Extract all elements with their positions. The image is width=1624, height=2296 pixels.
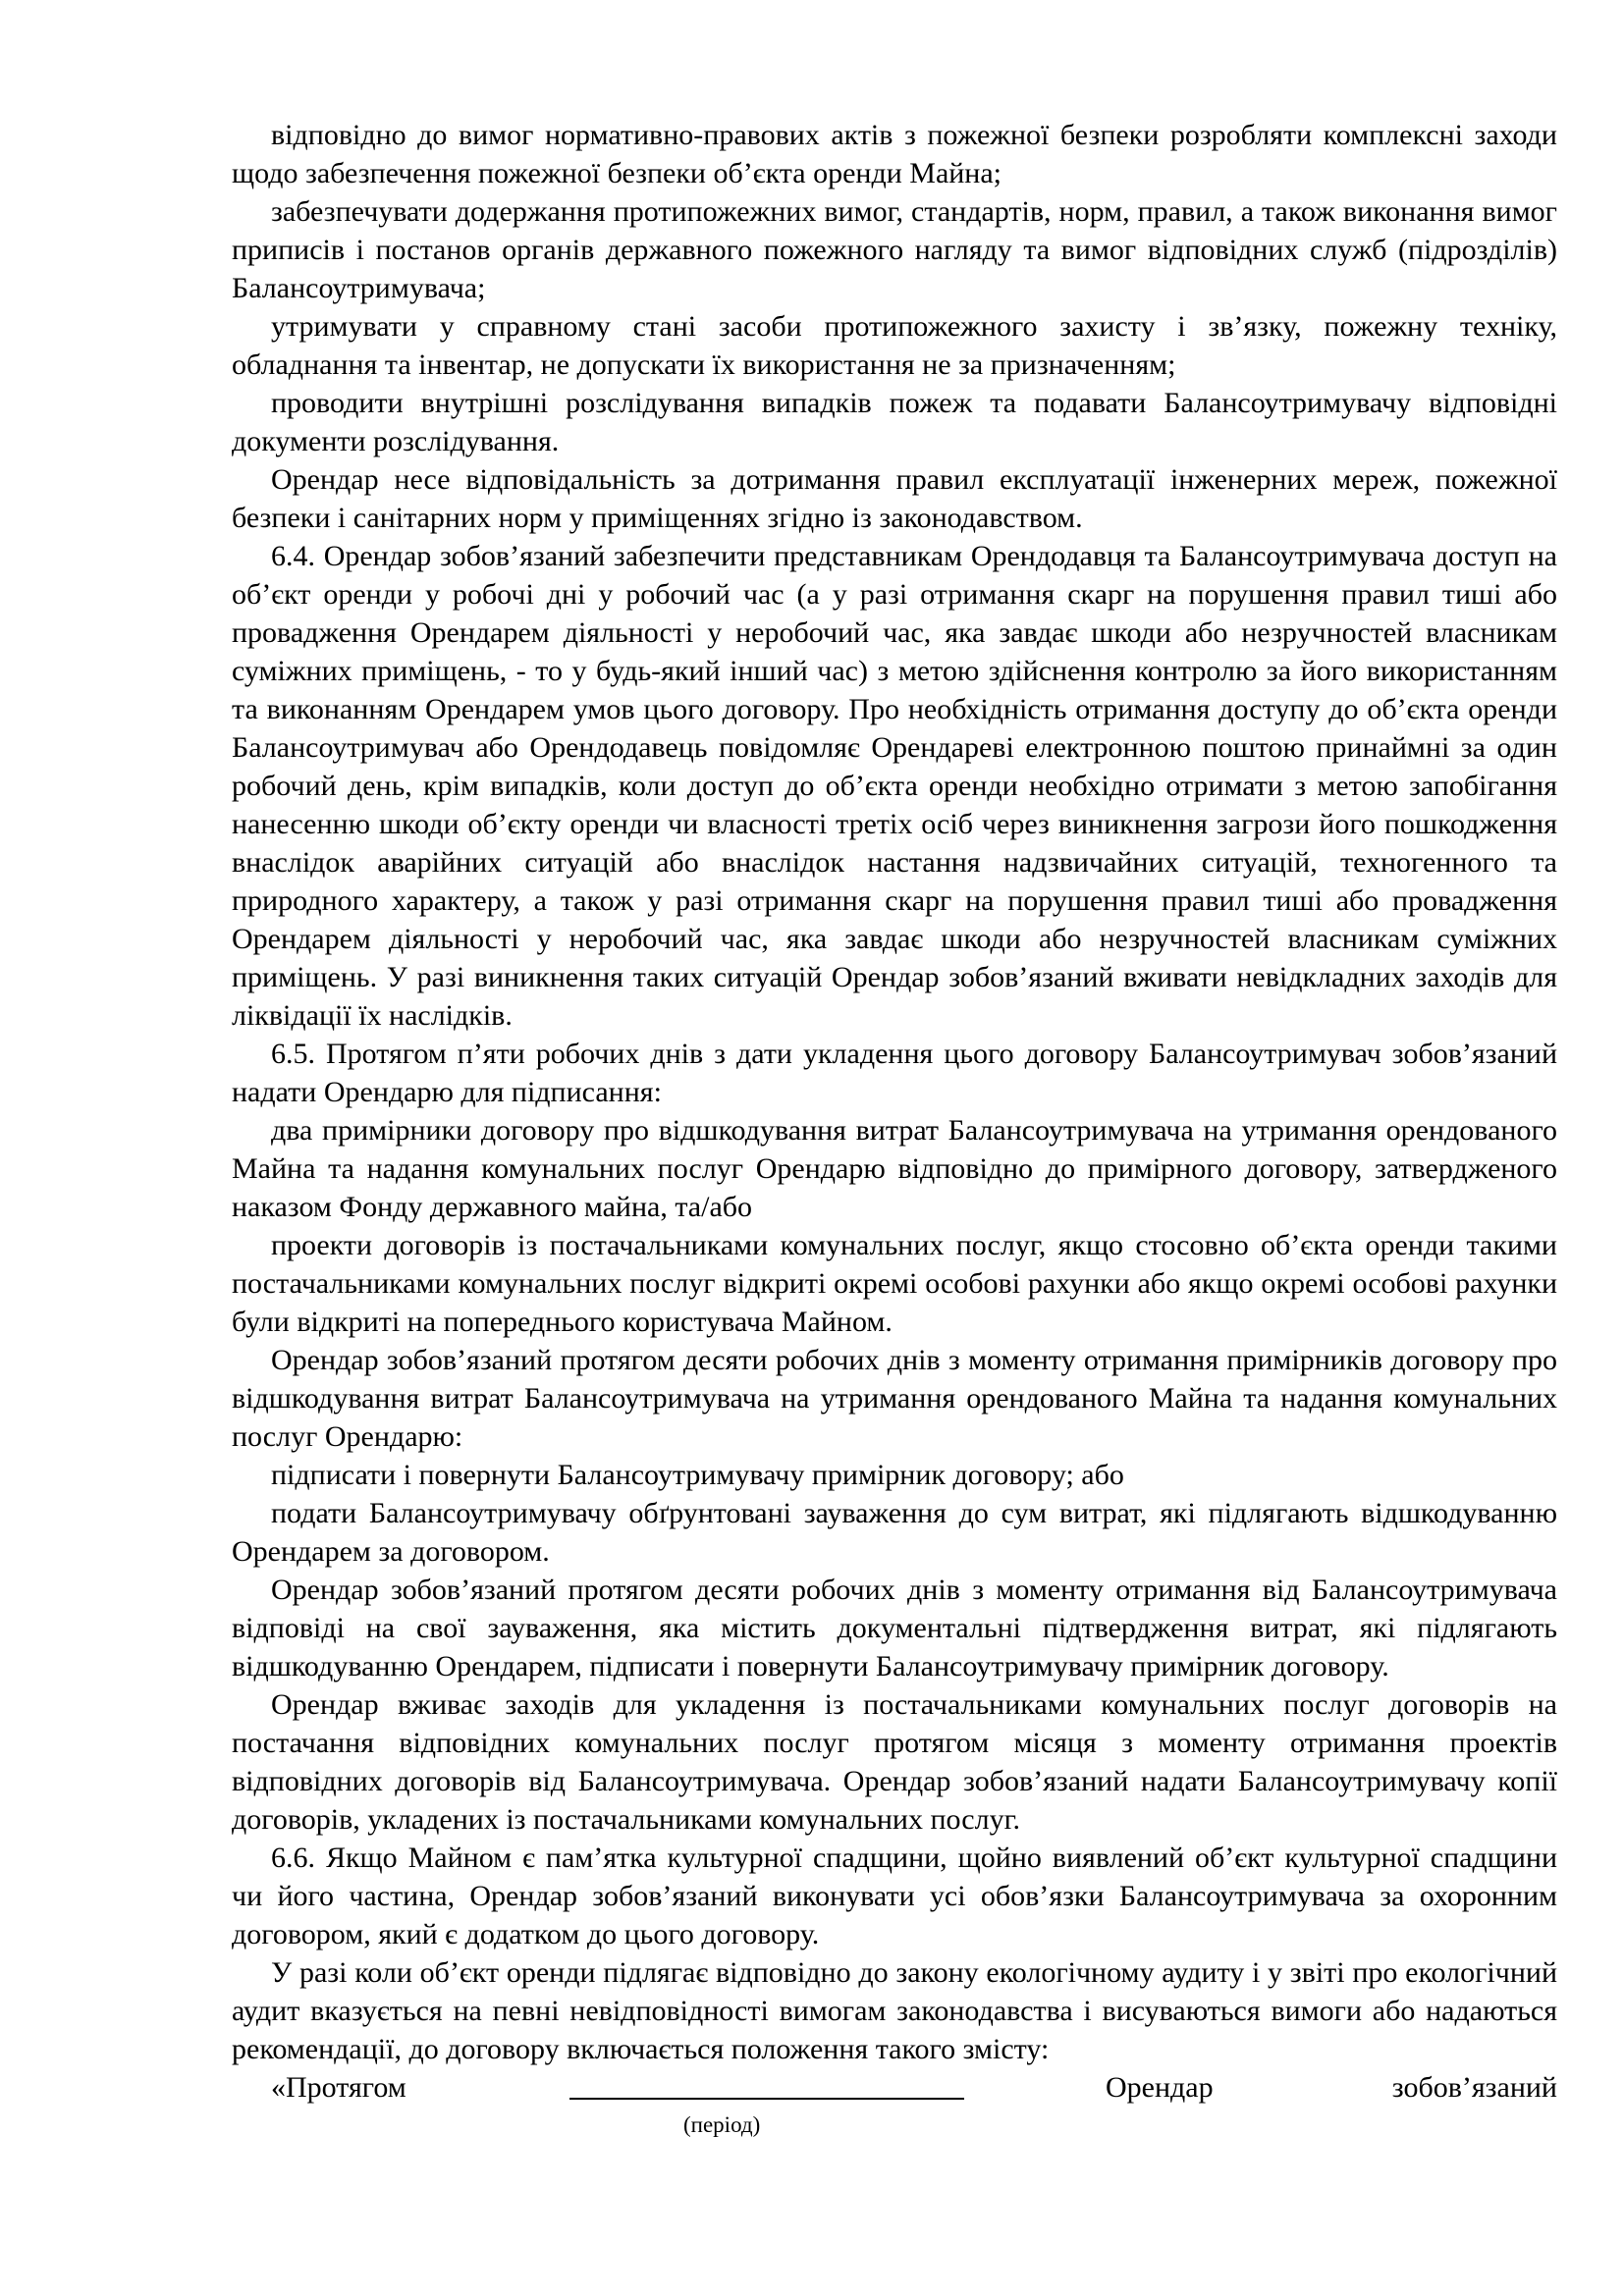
document-page (232, 116, 1557, 2137)
paragraph: 6.4. Орендар зобов’язаний забезпечити представникам Орендодавця та Балансоутримувача доступ на об’єкт оренди у робочі дні у робочий час (а у разі отримання скарг на порушення правил тиші або провадження Орендарем діяльності у неробочий час, яка завдає шкоди або незручностей власникам суміжних приміщень, - то у будь-який інший час) з метою здійснення контролю за його використанням та виконанням Орендарем умов цього договору. Про необхідність отримання доступу до об’єкта оренди Балансоутримувач або Орендодавець повідомляє Орендареві електронною поштою принаймні за один робочий день, крім випадків, коли доступ до об’єкта оренди необхідно отримати з метою запобігання нанесенню шкоди об’єкту оренди чи власності третіх осіб через виникнення загрози його пошкодження внаслідок аварійних ситуацій або внаслідок настання надзвичайних ситуацій, техногенного та природного характеру, а також у разі отримання скарг на порушення правил тиші або провадження Орендарем діяльності у неробочий час, яка завдає шкоди або незручностей власникам суміжних приміщень. У разі виникнення таких ситуацій Орендар зобов’язаний вживати невідкладних заходів для ліквідації їх наслідків. (232, 540, 1557, 1032)
paragraph: Орендар зобов’язаний протягом десяти робочих днів з моменту отримання примірників договору про відшкодування витрат Балансоутримувача на утримання орендованого Майна та надання комунальних послуг Орендарю: (232, 1344, 1557, 1453)
final-word-obliged: зобов’язаний (1391, 2071, 1557, 2104)
final-word-within: «Протягом (271, 2071, 406, 2104)
paragraph: Орендар несе відповідальність за дотримання правил експлуатації інженерних мереж, пожежної безпеки і санітарних норм у приміщеннях згідно із законодавством. (232, 463, 1557, 534)
paragraph: У разі коли об’єкт оренди підлягає відповідно до закону екологічному аудиту і у звіті про екологічний аудит вказується на певні невідповідності вимогам законодавства і висуваються вимоги або надаються рекомендації, до договору включається положення такого змісту: (232, 1956, 1557, 2065)
paragraph: підписати і повернути Балансоутримувачу примірник договору; або (271, 1459, 1124, 1491)
paragraph: 6.6. Якщо Майном є пам’ятка культурної спадщини, щойно виявлений об’єкт культурної спадщини чи його частина, Орендар зобов’язаний виконувати усі обов’язки Балансоутримувача за охоронним договором, який є додатком до цього договору. (232, 1842, 1557, 1950)
paragraph: два примірники договору про відшкодування витрат Балансоутримувача на утримання орендованого Майна та надання комунальних послуг Орендарю відповідно до примірного договору, затвердженого наказом Фонду державного майна, та/або (232, 1114, 1557, 1223)
final-word-tenant: Орендар (1106, 2071, 1214, 2104)
period-blank-field (569, 2068, 964, 2100)
final-line (232, 2068, 1557, 2137)
paragraph: Орендар вживає заходів для укладення із постачальниками комунальних послуг договорів на постачання відповідних комунальних послуг протягом місяця з моменту отримання проектів відповідних договорів від Балансоутримувача. Орендар зобов’язаний надати Балансоутримувачу копії договорів, укладених із постачальниками комунальних послуг. (232, 1688, 1557, 1836)
paragraph: забезпечувати додержання протипожежних вимог, стандартів, норм, правил, а також виконання вимог приписів і постанов органів державного пожежного нагляду та вимог відповідних служб (підрозділів) Балансоутримувача; (232, 195, 1557, 304)
paragraph: утримувати у справному стані засоби протипожежного захисту і зв’язку, пожежну техніку, обладнання та інвентар, не допускати їх використання не за призначенням; (232, 310, 1557, 381)
paragraph: 6.5. Протягом п’яти робочих днів з дати укладення цього договору Балансоутримувач зобов’язаний надати Орендарю для підписання: (232, 1038, 1557, 1108)
paragraph: Орендар зобов’язаний протягом десяти робочих днів з моменту отримання від Балансоутримувача відповіді на свої зауваження, яка містить документальні підтвердження витрат, які підлягають відшкодуванню Орендарем, підписати і повернути Балансоутримувачу примірник договору. (232, 1574, 1557, 1682)
period-caption: (період) (683, 2112, 761, 2137)
paragraph: відповідно до вимог нормативно-правових актів з пожежної безпеки розробляти комплексні заходи щодо забезпечення пожежної безпеки об’єкта оренди Майна; (232, 119, 1557, 189)
paragraph: проводити внутрішні розслідування випадків пожеж та подавати Балансоутримувачу відповідні документи розслідування. (232, 387, 1557, 457)
paragraph: проекти договорів із постачальниками комунальних послуг, якщо стосовно об’єкта оренди такими постачальниками комунальних послуг відкриті окремі особові рахунки або якщо окремі особові рахунки були відкриті на попереднього користувача Майном. (232, 1229, 1557, 1338)
paragraph: подати Балансоутримувачу обґрунтовані зауваження до сум витрат, які підлягають відшкодуванню Орендарем за договором. (232, 1497, 1557, 1568)
contract-text (232, 116, 1557, 2068)
